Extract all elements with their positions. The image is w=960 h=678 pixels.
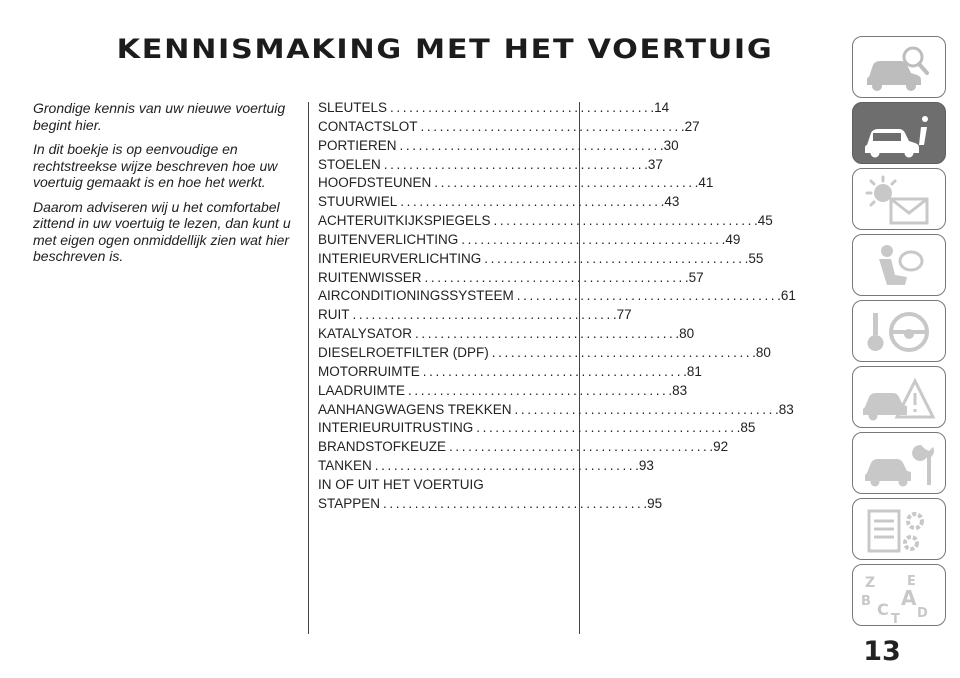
tab-starting-driving[interactable] — [852, 300, 946, 362]
toc-entry-label: MOTORRUIMTE — [318, 363, 420, 379]
index-letter: B — [861, 594, 871, 609]
car-wrench-icon — [861, 439, 937, 489]
toc-entry[interactable] — [318, 458, 654, 477]
index-letter: A — [901, 586, 917, 610]
toc-entry-label: KATALYSATOR — [318, 326, 413, 342]
toc-entry-label: STUURWIEL — [318, 194, 398, 210]
toc-entry-page: .41 — [694, 175, 714, 191]
toc-dot-leader: ......................................... — [415, 326, 676, 342]
toc-entry[interactable] — [318, 250, 764, 270]
toc-entry-label: AIRCONDITIONINGSSYSTEEM — [318, 288, 514, 304]
toc-entry-page: .43 — [660, 194, 680, 210]
tab-technical-data[interactable] — [852, 498, 946, 560]
toc-entry-label: ACHTERUITKIJKSPIEGELS — [318, 213, 491, 229]
tab-emergency[interactable] — [852, 366, 946, 428]
toc-entry-page: .85 — [736, 420, 756, 436]
toc-entry-label: BRANDSTOFKEUZE — [318, 439, 447, 455]
toc-dot-leader: ......................................... — [484, 250, 745, 266]
toc-entry-page: .95 — [643, 495, 663, 511]
toc-dot-leader: ......................................... — [424, 269, 685, 285]
toc-entry-label: RUIT — [318, 307, 350, 323]
toc-dot-leader: ......................................... — [374, 458, 636, 474]
toc-entry-page: .27 — [680, 118, 700, 134]
intro-paragraph: In dit boekje is op eenvoudige en rechtstreekse wijze beschreven hoe uw voertuig gemaakt is en hoe het werkt. — [33, 141, 278, 190]
toc-entry-page: .92 — [709, 439, 729, 455]
toc-entry-page: .81 — [683, 363, 702, 379]
toc-dot-leader: ......................................... — [491, 344, 753, 360]
toc-entry[interactable] — [318, 269, 704, 289]
page-number: 13 — [863, 636, 901, 667]
toc-dot-leader: ......................................... — [420, 118, 681, 134]
toc-entry-page: .80 — [752, 344, 771, 360]
car-warning-triangle-icon — [861, 373, 937, 423]
toc-dot-leader: ......................................... — [476, 420, 737, 436]
toc-entry-page: .93 — [635, 458, 654, 474]
airbag-seat-icon — [861, 241, 937, 291]
toc-entry[interactable] — [318, 288, 796, 307]
toc-entry-page: .45 — [753, 213, 773, 229]
toc-entry[interactable] — [318, 213, 773, 232]
page-title: KENNISMAKING MET HET VOERTUIG — [116, 34, 774, 65]
toc-entry-label: CONTACTSLOT — [318, 118, 418, 134]
toc-entry-page: .83 — [668, 382, 688, 398]
table-of-contents — [318, 100, 796, 515]
index-letter: T — [891, 612, 900, 627]
toc-dot-leader: ......................................... — [461, 231, 722, 247]
tab-car-info[interactable] — [852, 102, 946, 164]
toc-dot-leader: ......................................... — [516, 288, 778, 304]
index-letter: C — [877, 600, 889, 619]
index-letter: Z — [865, 575, 876, 591]
toc-entry-label: AANHANGWAGENS TREKKEN — [318, 401, 512, 417]
column-divider-left — [308, 102, 309, 634]
index-letter: D — [917, 606, 928, 621]
toc-entry-page: .57 — [684, 269, 704, 285]
toc-entry-label: RUITENWISSER — [318, 269, 422, 285]
alphabet-index-icon — [861, 571, 937, 625]
toc-entry[interactable] — [318, 326, 695, 345]
toc-dot-leader: ......................................... — [383, 156, 645, 172]
toc-entry[interactable] — [318, 307, 632, 326]
toc-entry-page: .61 — [777, 288, 796, 304]
toc-entry-label: STAPPEN — [318, 495, 381, 511]
toc-entry-page: .80 — [675, 326, 695, 342]
tab-warning-lights[interactable] — [852, 168, 946, 230]
toc-entry-label: BUITENVERLICHTING — [318, 231, 459, 247]
toc-entry[interactable] — [318, 156, 663, 176]
tab-safety[interactable] — [852, 234, 946, 296]
toc-entry[interactable] — [318, 439, 729, 458]
toc-entry-label[interactable]: IN OF UIT HET VOERTUIG — [318, 476, 484, 492]
toc-entry-label: PORTIEREN — [318, 137, 397, 153]
key-steering-wheel-icon — [861, 307, 937, 357]
toc-entry-page: .14 — [650, 100, 670, 115]
tab-index[interactable] — [852, 564, 946, 626]
toc-dot-leader: ......................................... — [422, 363, 684, 379]
toc-entry-page: .30 — [659, 137, 679, 153]
checklist-gear-icon — [861, 505, 937, 555]
toc-entry-label: TANKEN — [318, 458, 372, 474]
toc-entry-page: .83 — [774, 401, 794, 417]
toc-entry-page: .55 — [744, 250, 764, 266]
toc-entry[interactable] — [318, 344, 771, 364]
toc-entry[interactable] — [318, 231, 741, 251]
toc-entry[interactable] — [318, 363, 702, 383]
toc-dot-leader: ......................................... — [408, 382, 669, 398]
tab-car-search[interactable] — [852, 36, 946, 98]
toc-entry-page: .77 — [612, 307, 632, 323]
toc-entry[interactable] — [318, 118, 700, 138]
toc-dot-leader: ......................................... — [514, 401, 775, 417]
car-search-icon — [861, 43, 937, 93]
toc-entry[interactable] — [318, 495, 663, 515]
toc-dot-leader: ......................................... — [493, 213, 754, 229]
toc-dot-leader: ......................................... — [434, 175, 695, 191]
toc-entry[interactable] — [318, 401, 794, 421]
toc-dot-leader: ......................................... — [383, 495, 644, 511]
tab-maintenance[interactable] — [852, 432, 946, 494]
toc-entry[interactable] — [318, 194, 680, 213]
toc-dot-leader: ......................................... — [400, 194, 661, 210]
toc-dot-leader: ......................................... — [449, 439, 710, 455]
toc-dot-leader: ......................................... — [390, 100, 651, 115]
index-letter: E — [907, 574, 916, 589]
toc-entry-label: LAADRUIMTE — [318, 382, 406, 398]
toc-entry-label: INTERIEURVERLICHTING — [318, 250, 482, 266]
toc-entry-page: .49 — [721, 231, 741, 247]
toc-entry-page: .37 — [644, 156, 663, 172]
toc-entry[interactable] — [318, 420, 756, 439]
intro-paragraph: Grondige kennis van uw nieuwe voertuig begint hier. — [33, 100, 286, 133]
toc-entry-label: STOELEN — [318, 156, 381, 172]
toc-dot-leader: ......................................... — [352, 307, 613, 323]
toc-entry[interactable] — [318, 175, 714, 194]
toc-entry[interactable] — [318, 137, 679, 157]
warning-light-message-icon — [861, 175, 937, 225]
toc-dot-leader: ......................................... — [399, 137, 660, 153]
intro-paragraph: Daarom adviseren wij u het comfortabel zittend in uw voertuig te lezen, dan kunt u met eigen ogen onmiddellijk zien wat hier beschreven is. — [33, 198, 291, 264]
car-info-icon — [861, 109, 937, 159]
toc-entry-label: DIESELROETFILTER (DPF) — [318, 344, 489, 360]
toc-entry-label: INTERIEURUITRUSTING — [318, 420, 474, 436]
toc-entry-label: HOOFDSTEUNEN — [318, 175, 432, 191]
chapter-tabs — [852, 0, 960, 678]
toc-entry[interactable] — [318, 100, 670, 119]
toc-entry[interactable] — [318, 382, 688, 402]
intro-text — [33, 100, 295, 273]
toc-entry-label: SLEUTELS — [318, 100, 388, 115]
